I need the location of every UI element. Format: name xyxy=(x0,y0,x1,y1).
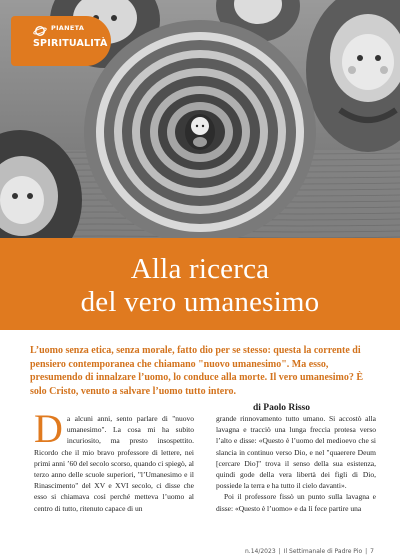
footer-separator: | xyxy=(278,548,281,555)
body-paragraph: grande rinnovamento tutto umano. Si accostò alla lavagna e tracciò una lunga freccia protesa verso l’alto e disse: «Questo è l’uomo del medioevo che si slancia in continuo verso Dio, e nel "quaerere Deum [cercare Dio]" trova il senso della sua esistenza, quindi gode della vera libertà dei figli di Dio, possiede la terra e ha tutto il cielo davanti». xyxy=(216,414,376,491)
title-band xyxy=(0,238,400,330)
body-text-left: a alcuni anni, sento parlare di "nuovo umanesimo". La cosa mi ha subito incuriosito, ma presto insospettito. Ricordo che il mio bravo professore di lettere, nei primi anni ’60 del secolo scorso, quando ci spiegò, al terzo anno delle scuole superiori, "l’Umanesimo e il Rinascimento" del XV e XVI secolo, ci disse che esso si chiamava così perché metteva l’uomo al centro di tutto, ritenuto capace di un xyxy=(34,414,194,513)
body-paragraph: Poi il professore fissò un punto sulla lavagna e disse: «Questo è l’uomo» e da lì fece partire una xyxy=(216,492,376,513)
page-number: 7 xyxy=(370,548,374,555)
title-line-2: del vero umanesimo xyxy=(80,286,320,318)
drop-cap: D xyxy=(34,406,63,451)
section-label: SPIRITUALITÀ xyxy=(33,38,108,49)
section-badge[interactable] xyxy=(11,16,111,66)
article-title xyxy=(0,238,400,319)
title-line-1: Alla ricerca xyxy=(130,253,270,285)
section-kicker: PIANETA xyxy=(51,24,85,32)
issue-number: n.14/2023 xyxy=(245,548,276,555)
byline: di Paolo Risso xyxy=(253,403,311,413)
body-column-right xyxy=(216,413,376,514)
hero-photo xyxy=(0,0,400,238)
publication-name: Il Settimanale di Padre Pio xyxy=(283,548,363,555)
article-lead: L’uomo senza etica, senza morale, fatto dio per se stesso: questa la corrente di pensiero contemporanea che chiamano "nuovo umanesimo". Ma esso, presumendo di innalzare l’uomo, lo conduce alla morte. Il vero umanesimo? È solo Cristo, venuto a salvare l’uomo tutto intero. xyxy=(30,345,364,397)
planet-icon xyxy=(33,24,47,38)
page-footer xyxy=(0,548,374,555)
footer-separator: | xyxy=(365,548,368,555)
body-column-left xyxy=(34,406,194,514)
